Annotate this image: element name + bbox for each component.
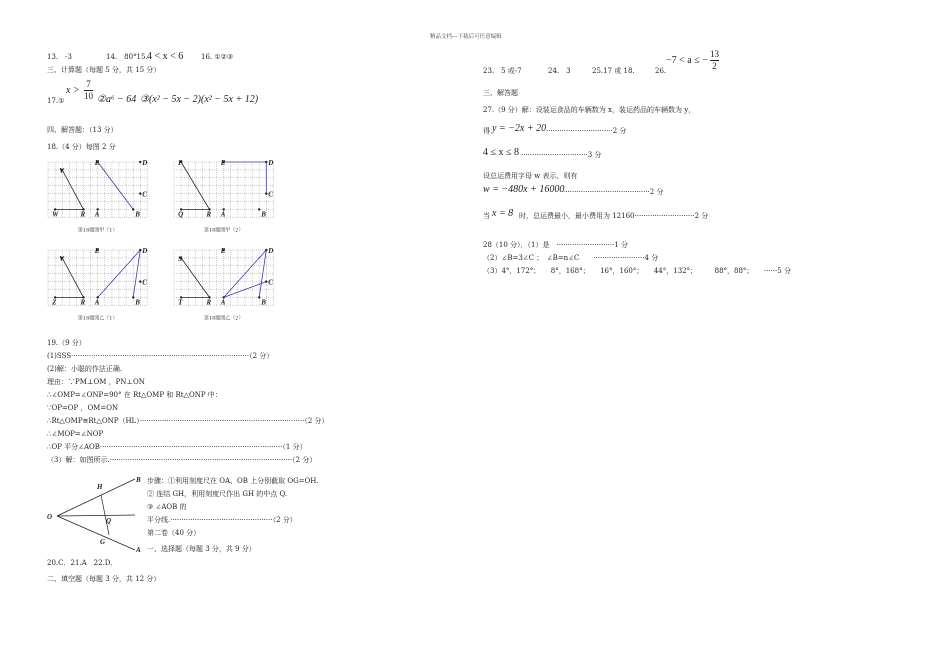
grid-point-label: D [268,247,274,255]
grid-point-label: S [178,254,183,263]
grid-point-label: A [94,298,100,307]
label-H: H [97,483,103,491]
right-section-3-title: 三、解答题 [483,89,518,97]
q23-answer: 23. 5 或-7 [483,67,522,75]
q27-line5-prefix: 当 [483,212,490,220]
q17-frac-den: 10 [84,91,93,101]
grid-figure [48,247,147,321]
grid-point [132,208,134,210]
grid-point [265,192,267,194]
angle-bisector-figure [40,470,150,555]
q27-eq-y: y = −2x + 20 [492,123,547,134]
q27-line5-text: 时，总运费最小，最小费用为 12160···························2 分 [519,212,709,220]
grid-polyline [181,258,209,298]
grid-point-label: R [206,210,212,219]
q19-line: ∴∠MOP=∠NOP [47,430,104,438]
q27-line2-points: ······························3 分 [521,151,602,159]
grid-point-label: R [80,298,86,307]
section-4-title: 四、解答题：（13 分） [47,126,118,134]
grid-point [258,296,260,298]
q19-line: 19.（9 分） [47,339,86,347]
grid-figure [174,247,273,321]
section-3-title: 三、计算题（每题 5 分，共 15 分） [47,66,161,74]
q27-line1-points: ······························2 分 [546,127,627,135]
label-B: B [136,476,141,484]
grid-point-label: R [206,298,212,307]
q17-label: 17.① [47,97,65,105]
page-header: 精品文档---下载后可任意编辑 [430,34,502,40]
grid-point-label: E [220,159,226,167]
q19-step-line: ③ ∠AOB 的 [147,503,187,511]
grid-point-label: T [178,298,183,307]
grid-point-label: C [142,278,147,287]
grid-point-label: A [220,210,226,219]
q26-frac-den: 2 [712,61,717,71]
grid-point-label: C [268,190,273,199]
q19-line: 理由：∵PM⊥OM ，PN⊥ON [47,378,145,386]
q25-answer: 25.17 或 18. [592,67,635,75]
q17-expr3: ③(x² − 5x − 2)(x² − 5x + 12) [140,94,259,105]
grid-point [139,161,141,163]
q15-answer: 4 < x < 6 [147,51,184,62]
grid-point-label: P [178,159,183,167]
grid-point-label: B [135,298,140,307]
q26-frac-num: 13 [710,49,719,59]
grid-polyline [62,258,83,298]
grid-point [265,161,267,163]
grid-caption: 第18题图甲（1） [77,227,118,234]
q13-answer: 13. -3 [47,53,72,61]
q27-line4-points: ·······································2 分 [563,188,664,196]
label-O: O [47,513,53,521]
q27-line3: 设总运费用字母 w 表示，则有 [483,172,578,180]
grid-point-label: D [142,247,148,255]
label-G: G [100,538,106,546]
grid-point-label: A [220,298,226,307]
grid-point-label: E [94,159,100,167]
q27-range-x: 4 ≤ x ≤ 8 [483,147,519,158]
q19-line: ∴∠OMP=∠ONP=90° 在 Rt△OMP 和 Rt△ONP 中： [47,391,222,399]
q19-step-line: 一、选择题（每题 3 分，共 9 分） [147,545,256,553]
grid-point-label: V [59,254,64,263]
label-A: A [136,546,141,554]
q19-line: (2)解：小聪的作法正确. [47,365,123,373]
grid-point [132,296,134,298]
grid-point-label: B [135,210,140,219]
q19-line: ∴Rt△OMP≌Rt△ONP（HL）··········································································（2 分） [47,417,329,425]
q28-line: （2）∠B=3∠C ； ∠B=n∠C ·······················4 分 [483,254,659,262]
q26-label: 26. [655,67,667,75]
grid-point-label: W [52,210,59,219]
q26-fraction [710,50,719,71]
grid-point-label: A [94,210,100,219]
grid-point [265,249,267,251]
section-2-fill-title: 二、填空题（每题 3 分，共 12 分） [47,575,161,583]
label-Q: Q [106,517,112,525]
q18-title: 18.（4 分）每图 2 分 [47,143,116,151]
grid-caption: 第18题图甲（2） [203,227,244,234]
q28-line: （3）4°，172°； 8°，168°； 16°，160°； 44°，132°； 88°，88°； ······5 分 [483,267,791,275]
q26-expr: −7 < a ≤ − [666,55,708,66]
q17-expr1-lhs: x > [66,85,80,96]
grid-polyline [62,170,83,210]
q19-step-line: 步骤：①利用刻度尺在 OA、OB 上分别截取 OG=OH. [147,477,319,485]
grid-point-label: R [80,210,86,219]
q27-line1-prefix: 得 [483,127,490,135]
grid-point-label: Z [52,298,57,307]
q19-line: ∴OP 平分∠AOB··················································································（1 分） [47,443,307,451]
grid-point-label: D [268,159,274,167]
grid-point [139,249,141,251]
grid-figure [174,159,273,233]
q19-step-line: 第二卷（40 分） [147,529,201,537]
q28-line: 28（10 分）．（1）是 ··························1 分 [483,241,629,249]
grid-caption: 第18题图乙（2） [203,315,244,322]
q19-line: ∵OP=OP ，OM=ON [47,404,119,412]
q19-line: (1)SSS················································································（2 分） [47,352,274,360]
grid-point-label: C [268,278,273,287]
grid-point [258,208,260,210]
q17-frac-num: 7 [86,79,91,89]
q19-step-line: ② 连结 GH，利用刻度尺作出 GH 的中点 Q. [147,490,288,498]
grid-point-label: B [261,210,266,219]
grid-point-label: E [94,247,100,255]
q16-answer: 16. ①②③ [201,53,234,61]
grid-polyline [98,162,134,209]
q20-22-answers: 20.C．21.A 22.D． [47,559,118,567]
q19-step-line: 平分线.··············································（2 分） [147,516,297,524]
grid-point-label: C [142,190,147,199]
grid-point [139,192,141,194]
q14-answer: 14. 80°15. [106,53,148,61]
q17-expr2: ②a⁶ − 64 [97,94,137,105]
grid-point [265,280,267,282]
q27-x-eq-8: x = 8 [492,208,514,219]
grid-point-label: Q [178,210,184,219]
grid-point-label: E [220,247,226,255]
q19-line: （3）解：如图所示.··················································································（2 分） [47,456,317,464]
grid-point-label: B [261,298,266,307]
grid-point [139,280,141,282]
q24-answer: 24. 3 [548,67,571,75]
grid-figure [48,159,147,233]
grid-point-label: V [59,166,64,175]
grid-caption: 第18题图乙（1） [77,315,118,322]
q27-eq-w: w = −480x + 16000 [483,184,565,195]
q27-title: 27.（9 分）解：设装运食品的车辆数为 x，装运药品的车辆数为 y， [483,106,696,114]
grid-point-label: D [142,159,148,167]
